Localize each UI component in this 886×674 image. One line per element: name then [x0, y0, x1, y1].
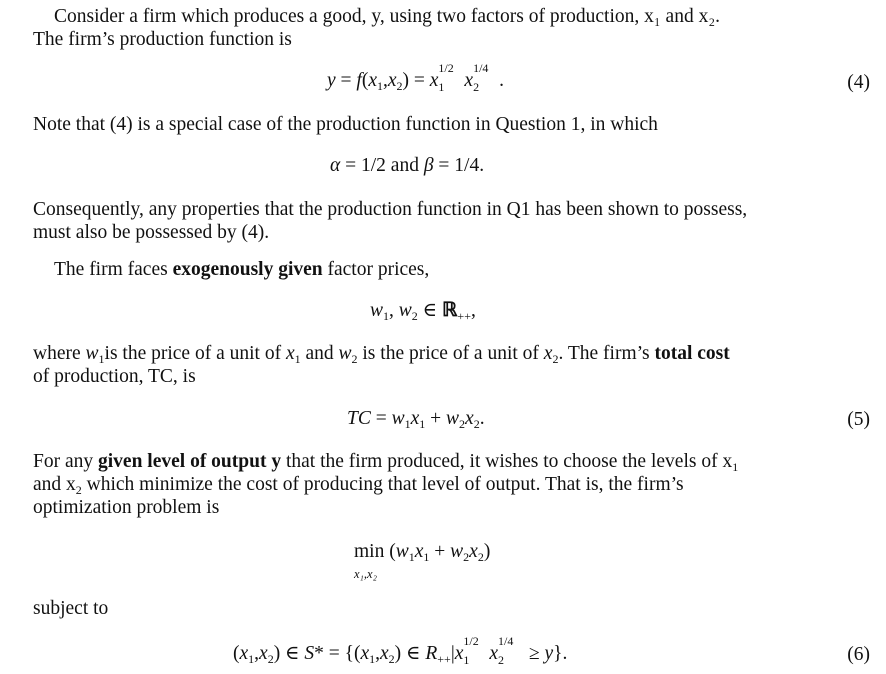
equation-5: TC = $w_1x_1 + w_2x_2$. — [347, 408, 485, 431]
paragraph-6-post: that the firm produced, it wishes to choose the levels of — [281, 451, 718, 472]
paragraph-5-line-2: of production, TC, is — [33, 366, 196, 387]
paragraph-3-line-1: Consequently, any properties that the production function in Q1 has been shown to possess, — [33, 199, 748, 220]
paragraph-4-bold: exogenously given — [172, 259, 323, 280]
paragraph-6-bold: given level of output y — [98, 451, 282, 472]
alpha-beta-values: α = 1/2 and β = 1/4. — [330, 155, 485, 176]
paragraph-3-line-2: must also be possessed by (4). — [33, 222, 270, 243]
equation-4-label: (4) — [847, 72, 870, 93]
equation-5-label: (5) — [847, 409, 870, 430]
total-cost-bold: total cost — [654, 343, 730, 364]
paragraph-1-line-2: The firm’s production function is — [33, 29, 292, 50]
paragraph-6-pre: For any — [33, 451, 98, 472]
equation-6: $(x_1,x_2)$ ∈ $S* = \{(x_1,x_2)$ ∈ $R_{++}|x$ 1/2 1 x 1/4 2 ≥ y}. — [233, 634, 568, 667]
paragraph-6-line-2: and $x_2$ which minimize the cost of producing that level of output. That is, the firm’s — [33, 474, 684, 497]
subject-to: subject to — [33, 598, 109, 619]
paragraph-4-pre: The firm faces — [54, 259, 173, 280]
equation-6-label: (6) — [847, 644, 870, 665]
paragraph-2: Note that (4) is a special case of the production function in Question 1, in which — [33, 114, 658, 135]
paragraph-6-line-2-text: which minimize the cost of producing that level of output. That is, the firm’s — [86, 474, 684, 495]
paragraph-6-line-1: For any given level of output y that the firm produced, it wishes to choose the levels of $x_1$ — [33, 451, 739, 474]
min-expression: $\min (w_1x_1 + w_2x_2)$ — [354, 541, 491, 564]
equation-4: $y = f(x_1,x_2) = x$ 1/2 1 x 1/4 2 . — [327, 61, 504, 94]
paragraph-6-line-3: optimization problem is — [33, 497, 220, 518]
price-domain: $w_1$, $w_2$ ∈ ℝ$_{++}$, — [370, 300, 476, 323]
min-subscript: x₁,x₂ — [354, 567, 377, 581]
paragraph-5-line-1: where $w_1is$ the price of a unit of $x_1$ and $w_2$ is the price of a unit of $x_2$. The firm’s total cost — [33, 343, 730, 366]
paragraph-1-line-1: Consider a firm which produces a good, y, using two factors of production, x₁ and x₂. — [54, 6, 720, 27]
paragraph-4 — [54, 259, 429, 281]
paragraph-4-post: factor prices, — [322, 259, 430, 280]
